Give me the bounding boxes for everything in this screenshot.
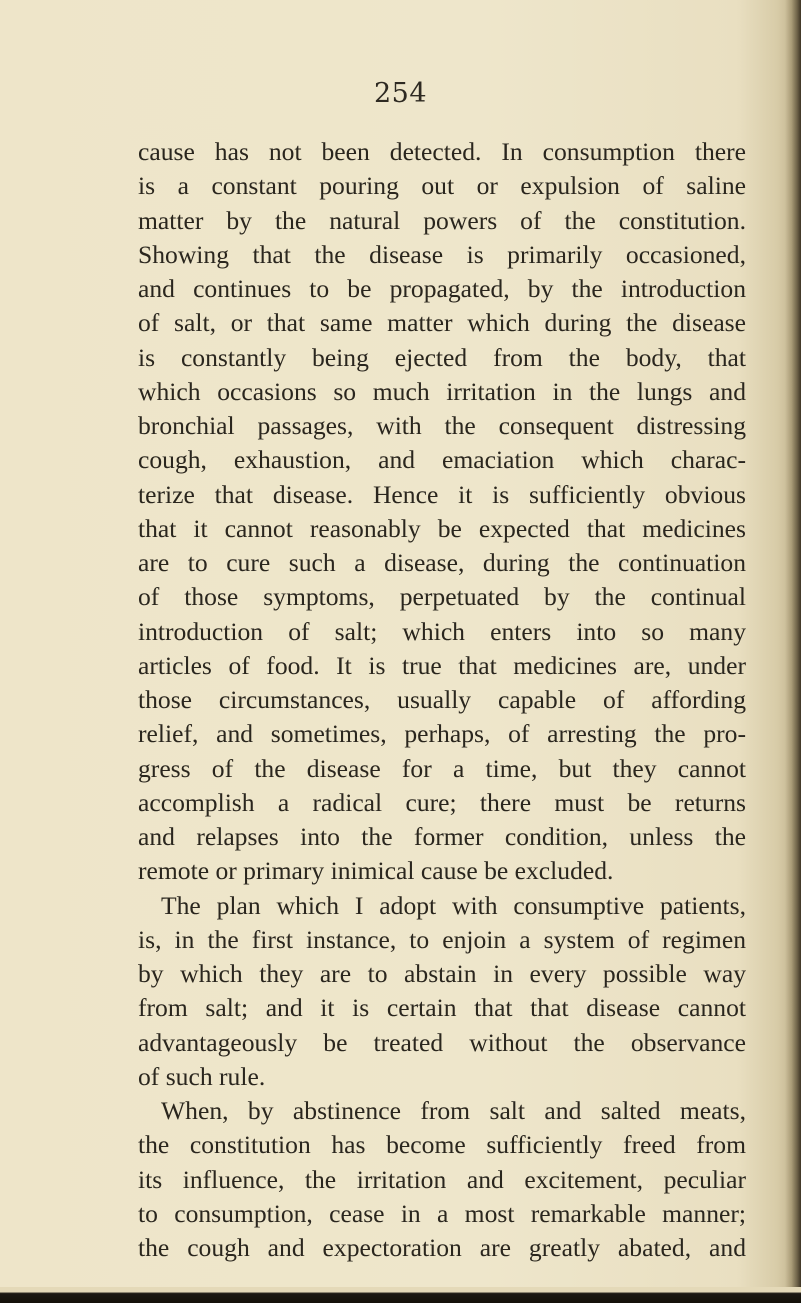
text-line: which occasions so much irritation in the lungs and (138, 376, 746, 406)
text-line: and relapses into the former condition, unless the (138, 822, 746, 851)
text-line: is a constant pouring out or expulsion of saline (138, 171, 746, 201)
text-line: gress of the disease for a time, but they cannot (138, 753, 746, 783)
text-line: of salt, or that same matter which during the disease (138, 308, 746, 338)
text-line: bronchial passages, with the consequent distressing (138, 411, 746, 440)
text-line: remote or primary inimical cause be excluded. (138, 856, 614, 886)
text-line: advantageously be treated without the observance (138, 1027, 746, 1057)
text-line: from salt; and it is certain that that disease cannot (138, 993, 746, 1023)
text-line: is constantly being ejected from the body, that (138, 342, 746, 372)
text-line: matter by the natural powers of the constitution. (138, 205, 746, 235)
page-number: 254 (373, 78, 428, 109)
text-line: that it cannot reasonably be expected that medicines (138, 513, 746, 543)
text-line: introduction of salt; which enters into so many (138, 616, 746, 646)
text-line: is, in the first instance, to enjoin a system of regimen (138, 924, 746, 954)
body-text (138, 135, 746, 1265)
text-line: to consumption, cease in a most remarkable manner; (138, 1198, 746, 1228)
text-line: articles of food. It is true that medicines are, under (138, 650, 746, 680)
page-edge-shadow (785, 0, 801, 1303)
text-line: the cough and expectoration are greatly abated, and (138, 1233, 746, 1262)
text-line: of those symptoms, perpetuated by the continual (138, 582, 746, 612)
text-line: The plan which I adopt with consumptive patients, (161, 890, 746, 920)
text-line: When, by abstinence from salt and salted meats, (161, 1096, 746, 1125)
text-line: the constitution has become sufficiently freed from (138, 1130, 746, 1160)
text-line: and continues to be propagated, by the introduction (138, 274, 746, 303)
text-line: terize that disease. Hence it is sufficiently obvious (138, 479, 746, 509)
text-line: accomplish a radical cure; there must be returns (138, 787, 746, 817)
text-line: by which they are to abstain in every possible way (138, 959, 746, 988)
text-line: those circumstances, usually capable of affording (138, 685, 746, 714)
text-line: relief, and sometimes, perhaps, of arresting the pro- (138, 719, 746, 749)
text-line: cause has not been detected. In consumption there (138, 137, 746, 166)
text-line: of such rule. (138, 1061, 266, 1091)
text-line: its influence, the irritation and excitement, peculiar (138, 1164, 746, 1194)
text-line: are to cure such a disease, during the continuation (138, 548, 746, 577)
scan-bottom-edge (0, 1287, 801, 1303)
text-line: cough, exhaustion, and emaciation which charac- (138, 445, 746, 475)
text-line: Showing that the disease is primarily occasioned, (138, 239, 746, 269)
